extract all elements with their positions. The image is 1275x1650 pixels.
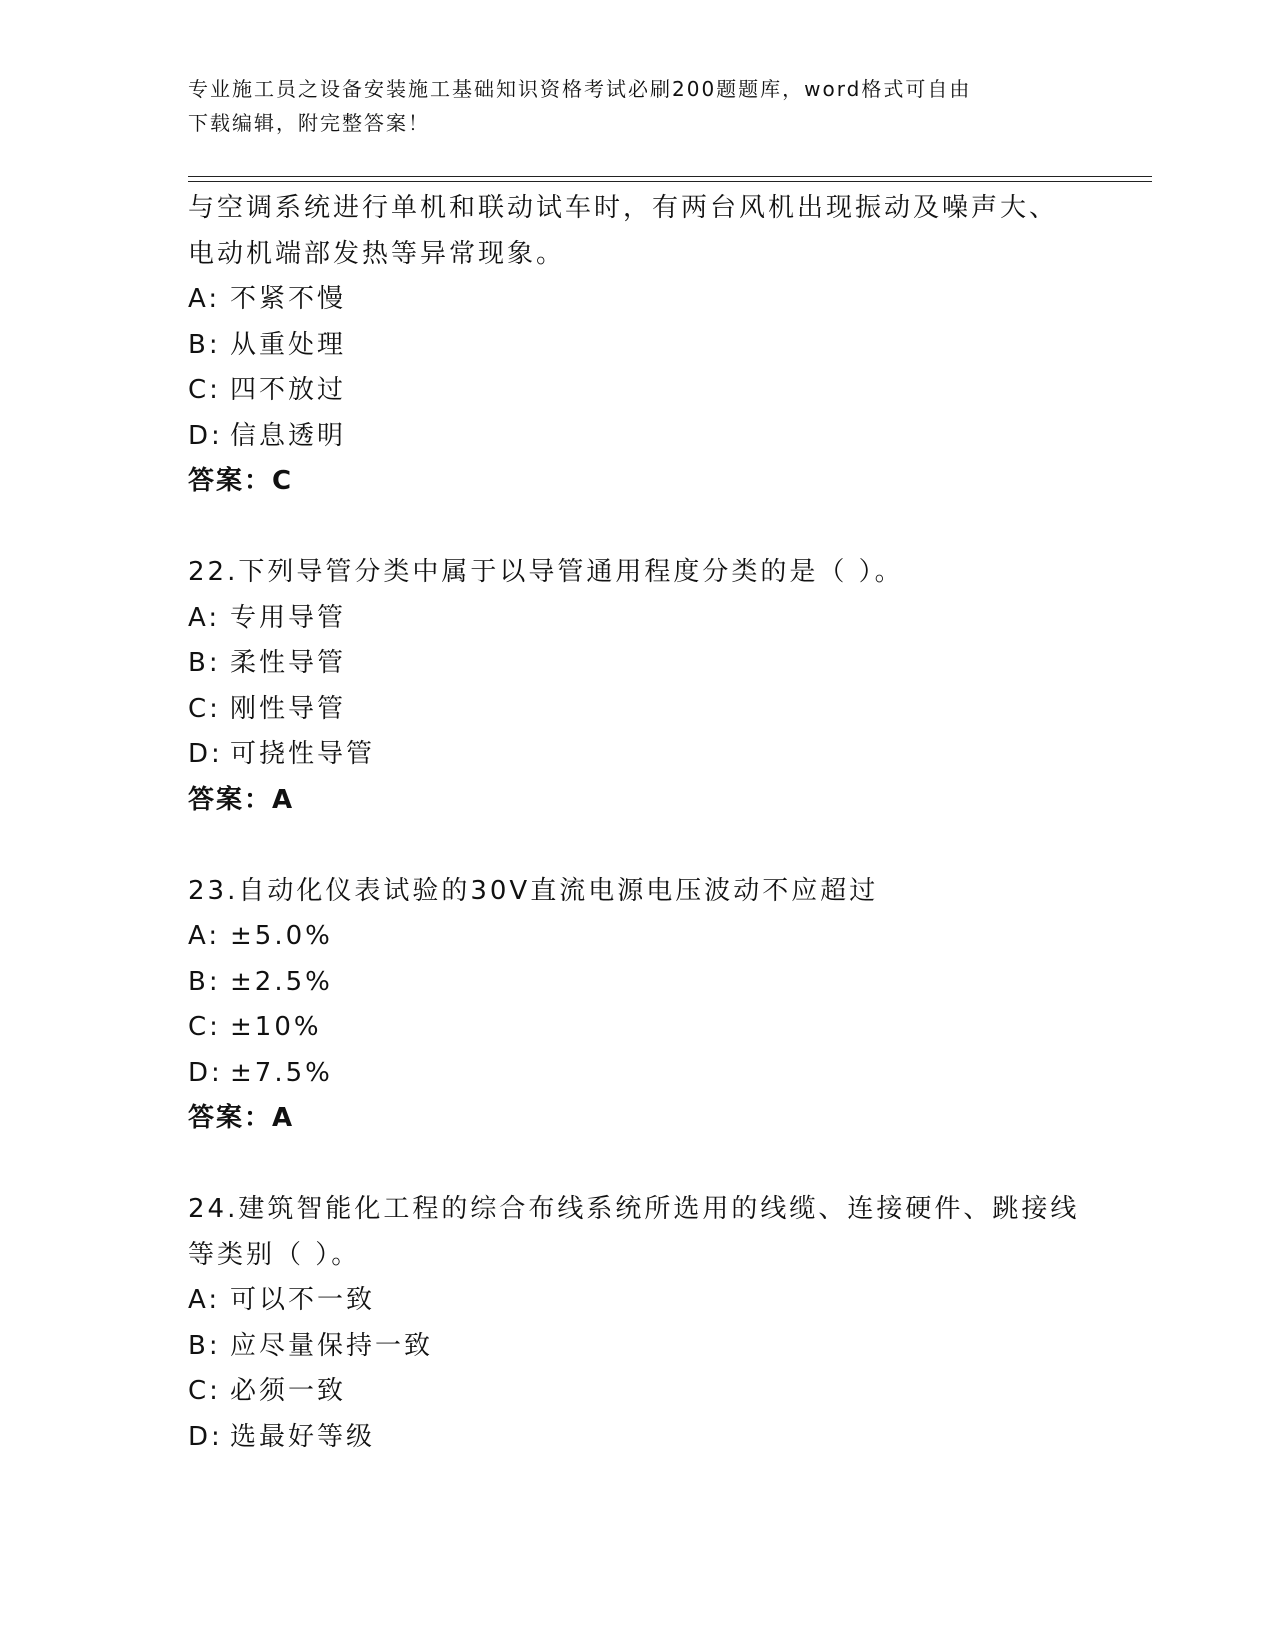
option-label: D: [188,1421,223,1452]
option-a [188,1278,1088,1324]
question-text: 等类别（ ）。 [188,1239,361,1270]
option-label: D: [188,739,223,769]
option-text: 应尽量保持一致 [230,1330,434,1361]
option-c [188,1005,1088,1051]
option-label: B: [188,966,221,997]
option-text: 刚性导管 [230,693,347,724]
option-b [188,960,1088,1006]
option-d [188,414,1088,460]
option-text: 专用导管 [230,602,347,633]
answer-text: 答案：A [188,784,295,815]
option-d [188,1051,1088,1097]
option-label: A: [188,1285,221,1315]
question-text: 与空调系统进行单机和联动试车时，有两台风机出现振动及噪声大、 [188,193,1059,223]
option-b [188,323,1088,369]
option-c [188,1369,1088,1415]
option-text: ±5.0% [230,921,333,951]
option-text: ±7.5% [230,1057,333,1088]
option-label: B: [188,648,221,678]
option-label: A: [188,602,221,633]
question-list [188,186,1088,1460]
option-text: 信息透明 [230,420,347,451]
question-block [188,550,1088,823]
option-label: B: [188,1330,221,1361]
header-divider-top [188,176,1152,177]
option-label: C: [188,1012,221,1042]
option-label: A: [188,284,221,314]
option-label: B: [188,329,221,360]
option-label: A: [188,921,221,951]
option-label: D: [188,1057,223,1088]
header-divider-bottom [188,181,1152,182]
option-label: D: [188,420,223,451]
option-text: 必须一致 [230,1376,347,1406]
option-text: 柔性导管 [230,648,347,678]
option-label: C: [188,693,221,724]
answer-text: 答案：C [188,466,294,496]
option-label: C: [188,1376,221,1406]
question-text: 电动机端部发热等异常现象。 [188,238,566,269]
option-text: 可挠性导管 [230,739,376,769]
option-text: ±2.5% [230,966,333,997]
option-b [188,1324,1088,1370]
question-block [188,1187,1088,1460]
block-spacer [188,823,1088,869]
option-c [188,368,1088,414]
header-line-1: 专业施工员之设备安装施工基础知识资格考试必刷200题题库，word格式可自由 [188,77,972,101]
header-line-2: 下载编辑，附完整答案！ [188,111,430,135]
option-d [188,732,1088,778]
option-text: 四不放过 [230,375,347,405]
question-text: 22.下列导管分类中属于以导管通用程度分类的是（ ）。 [188,557,904,587]
option-text: 可以不一致 [230,1285,376,1315]
option-text: 从重处理 [230,329,347,360]
document-header [188,72,1068,140]
option-c [188,687,1088,733]
block-spacer [188,1142,1088,1188]
answer-text: 答案：A [188,1103,295,1133]
option-label: C: [188,375,221,405]
question-block [188,869,1088,1142]
option-b [188,641,1088,687]
question-text: 23.自动化仪表试验的30V直流电源电压波动不应超过 [188,875,879,906]
option-a [188,914,1088,960]
option-d [188,1415,1088,1461]
option-a [188,596,1088,642]
question-block [188,186,1088,505]
option-a [188,277,1088,323]
block-spacer [188,505,1088,551]
question-text: 24.建筑智能化工程的综合布线系统所选用的线缆、连接硬件、跳接线 [188,1194,1080,1224]
option-text: 不紧不慢 [230,284,347,314]
option-text: ±10% [230,1012,322,1042]
option-text: 选最好等级 [230,1421,376,1452]
